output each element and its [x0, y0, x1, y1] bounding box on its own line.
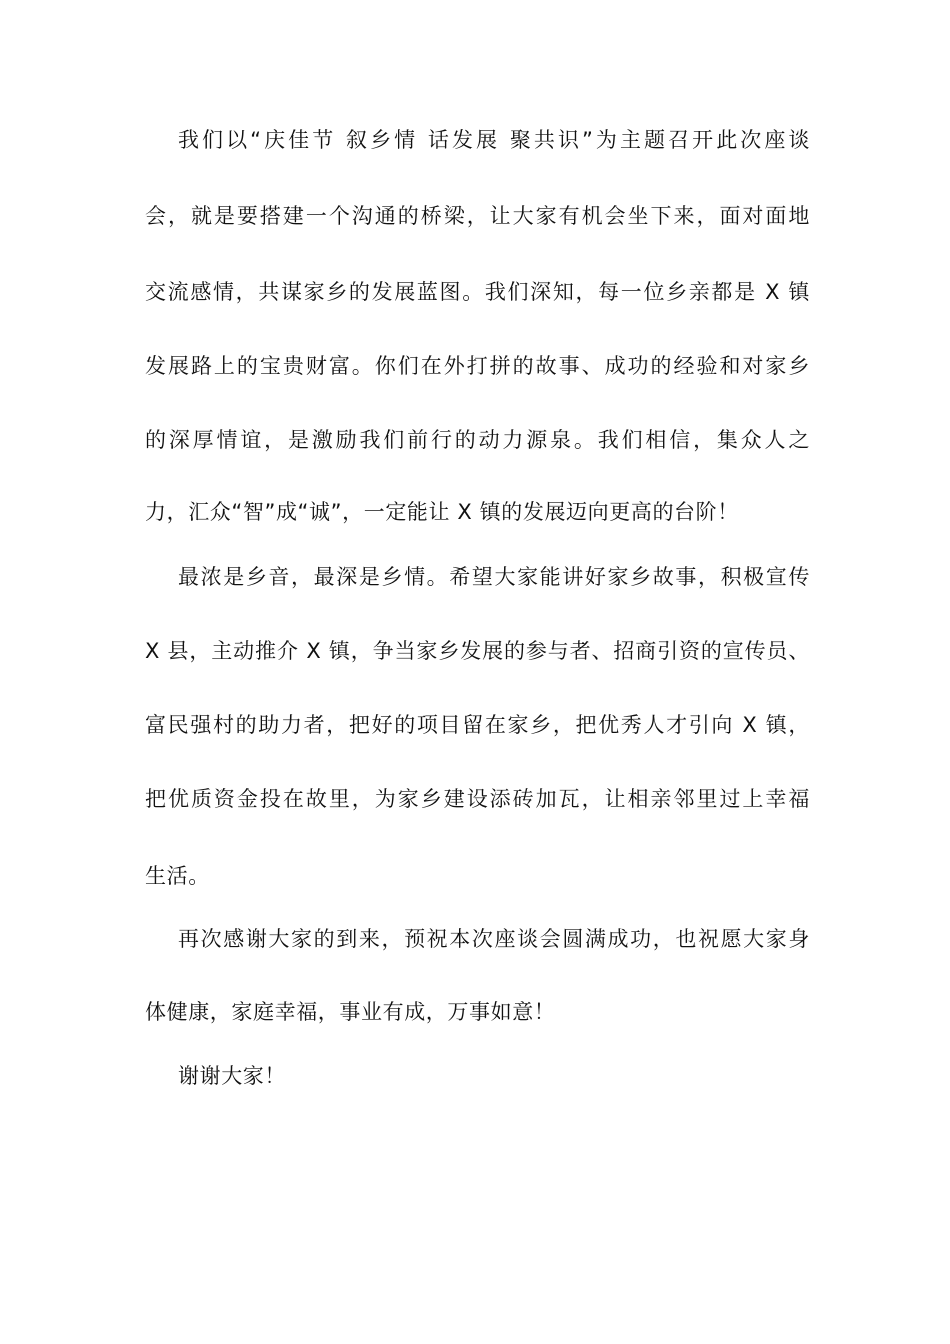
paragraph-2-line-4: 把优质资金投在故里，为家乡建设添砖加瓦，让相亲邻里过上幸福	[145, 787, 810, 811]
paragraph-2-line-5: 生活。	[145, 864, 210, 888]
paragraph-1-line-2: 会，就是要搭建一个沟通的桥梁，让大家有机会坐下来，面对面地	[145, 204, 810, 228]
paragraph-1-line-1: 我们以“庆佳节 叙乡情 话发展 聚共识”为主题召开此次座谈	[178, 128, 810, 152]
paragraph-4-line-1: 谢谢大家！	[178, 1064, 286, 1088]
paragraph-1-line-5: 的深厚情谊，是激励我们前行的动力源泉。我们相信，集众人之	[145, 428, 810, 452]
paragraph-1-line-6: 力，汇众“智”成“诚”，一定能让 X 镇的发展迈向更高的台阶！	[145, 500, 739, 524]
paragraph-2-line-1: 最浓是乡音，最深是乡情。希望大家能讲好家乡故事，积极宣传	[178, 565, 810, 589]
paragraph-3-line-2: 体健康，家庭幸福，事业有成，万事如意！	[145, 1000, 556, 1024]
paragraph-2-line-2: X 县，主动推介 X 镇，争当家乡发展的参与者、招商引资的宣传员、	[145, 639, 810, 663]
paragraph-1-line-4: 发展路上的宝贵财富。你们在外打拼的故事、成功的经验和对家乡	[145, 354, 810, 378]
paragraph-2-line-3: 富民强村的助力者，把好的项目留在家乡，把优秀人才引向 X 镇，	[145, 713, 810, 737]
paragraph-1-line-3: 交流感情，共谋家乡的发展蓝图。我们深知，每一位乡亲都是 X 镇	[145, 280, 810, 304]
paragraph-3-line-1: 再次感谢大家的到来，预祝本次座谈会圆满成功，也祝愿大家身	[178, 927, 810, 951]
